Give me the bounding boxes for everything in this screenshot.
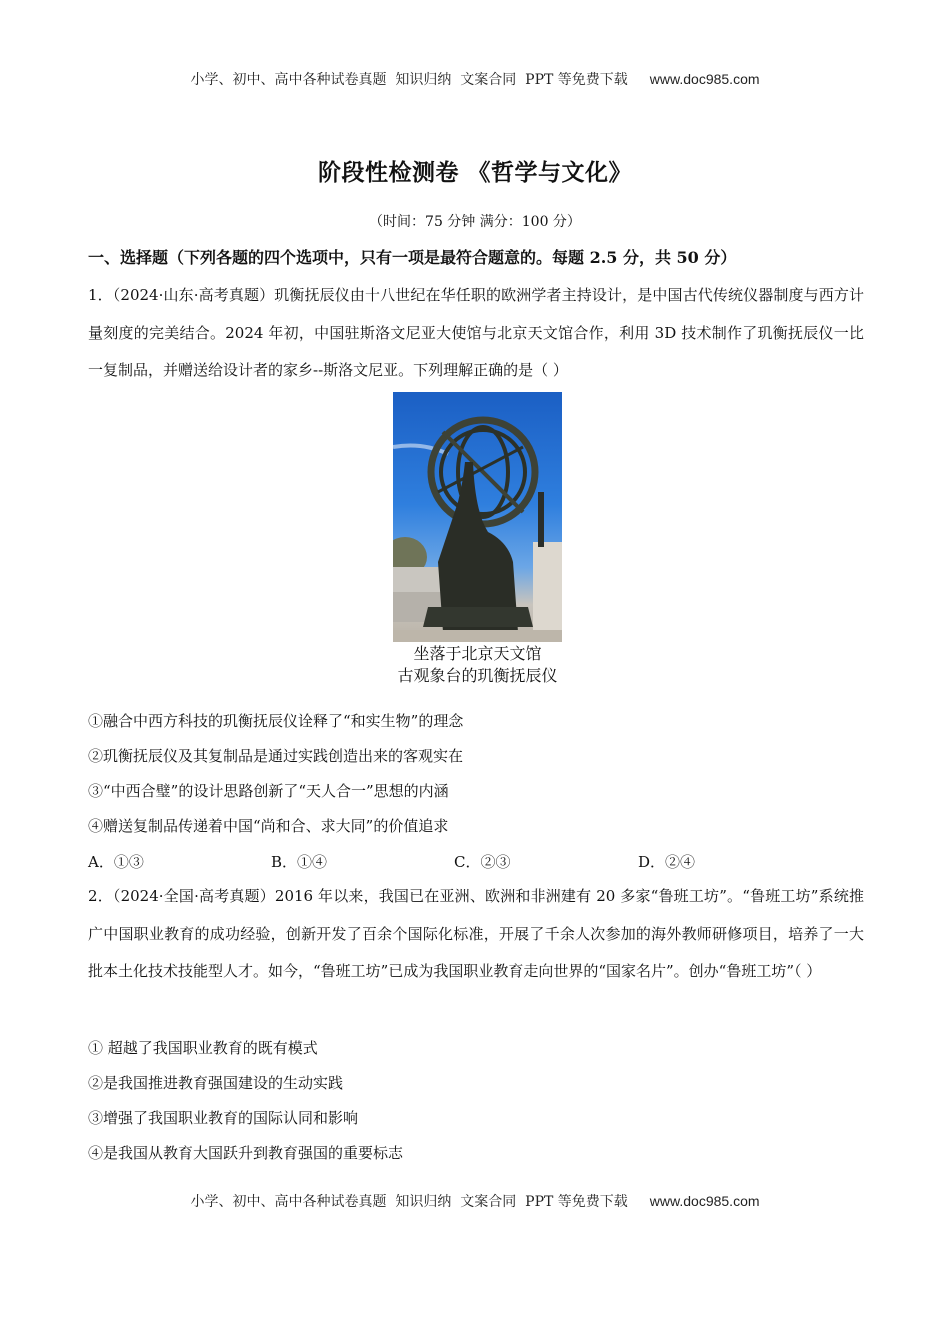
section-heading: 一、选择题（下列各题的四个选项中，只有一项是最符合题意的。每题 2.5 分，共 50 分） xyxy=(88,248,737,267)
q2-statement-1: ① 超越了我国职业教育的既有模式 xyxy=(88,1039,318,1057)
choice-b[interactable]: B．①④ xyxy=(271,853,328,871)
footer-url[interactable]: www.doc985.com xyxy=(649,1193,760,1209)
header-text: 小学、初中、高中各种试卷真题 知识归纳 文案合同 PPT 等免费下载 xyxy=(190,72,628,88)
question-1-stem: 1．（2024·山东·高考真题）玑衡抚辰仪由十八世纪在华任职的欧洲学者主持设计，是中国古代传统仪器制度与西方计量刻度的完美结合。2024 年初，中国驻斯洛文尼亚大使馆与北京天文馆合作，利用 3D 技术制作了玑衡抚辰仪一比一复制品，并赠送给设计者的家乡--斯洛文尼亚。下列理解正确的是（ ） xyxy=(88,286,864,379)
q1-statement-3: ③“中西合璧”的设计思路创新了“天人合一”思想的内涵 xyxy=(88,782,449,800)
q2-statement-3: ③增强了我国职业教育的国际认同和影响 xyxy=(88,1109,359,1127)
figure-caption xyxy=(360,643,595,687)
question-2-stem: 2．（2024·全国·高考真题）2016 年以来，我国已在亚洲、欧洲和非洲建有 20 多家“鲁班工坊”。“鲁班工坊”系统推广中国职业教育的成功经验，创新开发了百余个国际化标准，开展了千余人次参加的海外教师研修项目，培养了一大批本土化技术技能型人才。如今，“鲁班工坊”已成为我国职业教育走向世界的“国家名片”。创办“鲁班工坊”（ ） xyxy=(88,887,864,980)
q2-statement-4: ④是我国从教育大国跃升到教育强国的重要标志 xyxy=(88,1144,404,1162)
header-url[interactable]: www.doc985.com xyxy=(649,71,760,87)
footer-text: 小学、初中、高中各种试卷真题 知识归纳 文案合同 PPT 等免费下载 xyxy=(190,1194,628,1210)
choice-c[interactable]: C．②③ xyxy=(454,853,511,871)
choice-a[interactable]: A．①③ xyxy=(88,853,144,871)
armillary-sphere-photo xyxy=(393,392,562,642)
caption-line-2: 古观象台的玑衡抚辰仪 xyxy=(397,666,558,685)
page-footer xyxy=(0,1191,950,1211)
page-title: 阶段性检测卷 《哲学与文化》 xyxy=(317,159,632,186)
choice-d[interactable]: D．②④ xyxy=(638,853,696,871)
q1-statement-4: ④赠送复制品传递着中国“尚和合、求大同”的价值追求 xyxy=(88,817,449,835)
q2-statement-2: ②是我国推进教育强国建设的生动实践 xyxy=(88,1074,344,1092)
page-header xyxy=(0,69,950,89)
caption-line-1: 坐落于北京天文馆 xyxy=(413,644,542,663)
exam-info: （时间：75 分钟 满分：100 分） xyxy=(369,214,581,230)
armillary-sphere-icon xyxy=(393,392,562,642)
q1-statement-1: ①融合中西方科技的玑衡抚辰仪诠释了“和实生物”的理念 xyxy=(88,712,464,730)
q1-statement-2: ②玑衡抚辰仪及其复制品是通过实践创造出来的客观实在 xyxy=(88,747,464,765)
